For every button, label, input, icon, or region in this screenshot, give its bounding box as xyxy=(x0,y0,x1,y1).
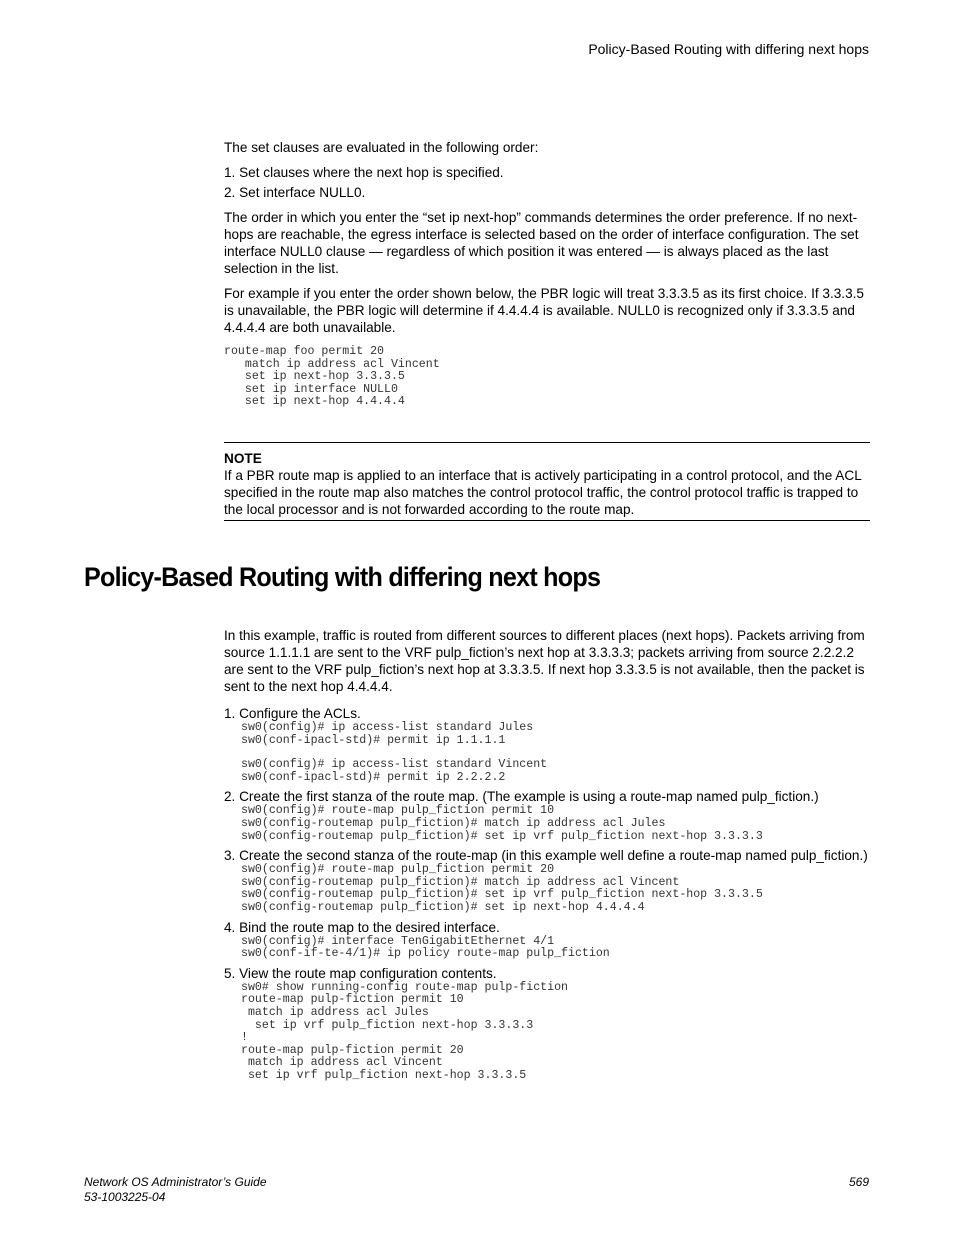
list-item: 1. Set clauses where the next hop is specified. xyxy=(224,165,504,180)
order-preference-paragraph: The order in which you enter the “set ip next-hop” commands determines the order preference. If no next-hops are reachable, the egress interface is selected based on the order of interface configuration. The set interface NULL0 clause — regardless of which position it was entered — is always placed as the last selection in the list. xyxy=(224,210,859,276)
code-block: sw0(config)# ip access-list standard Jules sw0(conf-ipacl-std)# permit ip 1.1.1.1 xyxy=(241,721,534,747)
step-text: 5. View the route map configuration contents. xyxy=(224,965,497,981)
steps-list xyxy=(224,705,870,1082)
step-text: 4. Bind the route map to the desired interface. xyxy=(224,919,500,935)
code-block: sw0(config)# ip access-list standard Vincent sw0(conf-ipacl-std)# permit ip 2.2.2.2 xyxy=(241,758,548,784)
running-header: Policy-Based Routing with differing next hops xyxy=(588,41,869,57)
step-text: 1. Configure the ACLs. xyxy=(224,706,361,721)
note-label: NOTE xyxy=(224,451,262,466)
note-text: If a PBR route map is applied to an interface that is actively participating in a control protocol, and the ACL specified in the route map also matches the control protocol traffic, the control protocol traffic is trapped to the local processor and is not forwarded according to the route map. xyxy=(224,468,862,517)
step-item xyxy=(224,788,870,843)
guide-title: Network OS Administrator’s Guide xyxy=(84,1175,267,1189)
step-text: 3. Create the second stanza of the route-map (in this example well define a route-map named pulp_fiction.) xyxy=(224,848,868,864)
step-item xyxy=(224,965,870,1083)
step-item xyxy=(224,847,870,914)
section-heading: Policy-Based Routing with differing next hops xyxy=(84,562,601,592)
list-item: 2. Set interface NULL0. xyxy=(224,185,366,200)
note-box xyxy=(224,442,870,521)
step-text: 2. Create the first stanza of the route map. (The example is using a route-map named pulp_fiction.) xyxy=(224,789,819,805)
code-block: sw0# show running-config route-map pulp-fiction route-map pulp-fiction permit 10 match ip address acl Jules set ip vrf pulp_fiction next-hop 3.3.3.3 ! route-map pulp-fiction permit 20 match ip address acl Vincent set ip vrf pulp_fiction next-hop 3.3.3.5 xyxy=(241,980,568,1082)
section-intro: In this example, traffic is routed from different sources to different places (next hops). Packets arriving from source 1.1.1.1 are sent to the VRF pulp_fiction’s next hop at 3.3.3.3; packets arriving from source 2.2.2.2 are sent to the VRF pulp_fiction’s next hop at 3.3.3.5. If next hop 3.3.3.5 is not available, then the packet is sent to the next hop 4.4.4.4. xyxy=(224,628,865,694)
code-block: route-map foo permit 20 match ip address acl Vincent set ip next-hop 3.3.3.5 set ip interface NULL0 set ip next-hop 4.4.4.4 xyxy=(224,345,440,409)
section-body xyxy=(224,627,870,1086)
evaluation-order-list xyxy=(224,164,870,201)
intro-section xyxy=(224,139,870,409)
intro-lead: The set clauses are evaluated in the following order: xyxy=(224,140,539,155)
step-item xyxy=(224,705,870,784)
footer-left xyxy=(84,1175,267,1205)
page-number: 569 xyxy=(848,1175,869,1189)
code-block: sw0(config)# route-map pulp_fiction permit 20 sw0(config-routemap pulp_fiction)# match ip address acl Vincent sw0(config-routemap pulp_fiction)# set ip vrf pulp_fiction next-hop 3.3.3.5 sw0(config-routemap pulp_fiction)# set ip next-hop 4.4.4.4 xyxy=(241,863,763,914)
code-block: sw0(config)# interface TenGigabitEthernet 4/1 sw0(conf-if-te-4/1)# ip policy route-map pulp_fiction xyxy=(241,934,610,961)
code-block: sw0(config)# route-map pulp_fiction permit 10 sw0(config-routemap pulp_fiction)# match ip address acl Jules sw0(config-routemap pulp_fiction)# set ip vrf pulp_fiction next-hop 3.3.3.3 xyxy=(241,804,763,843)
step-item xyxy=(224,919,870,961)
doc-number: 53-1003225-04 xyxy=(84,1190,166,1204)
example-paragraph: For example if you enter the order shown below, the PBR logic will treat 3.3.3.5 as its first choice. If 3.3.3.5 is unavailable, the PBR logic will determine if 4.4.4.4 is available. NULL0 is recognized only if 3.3.3.5 and 4.4.4.4 are both unavailable. xyxy=(224,286,864,335)
